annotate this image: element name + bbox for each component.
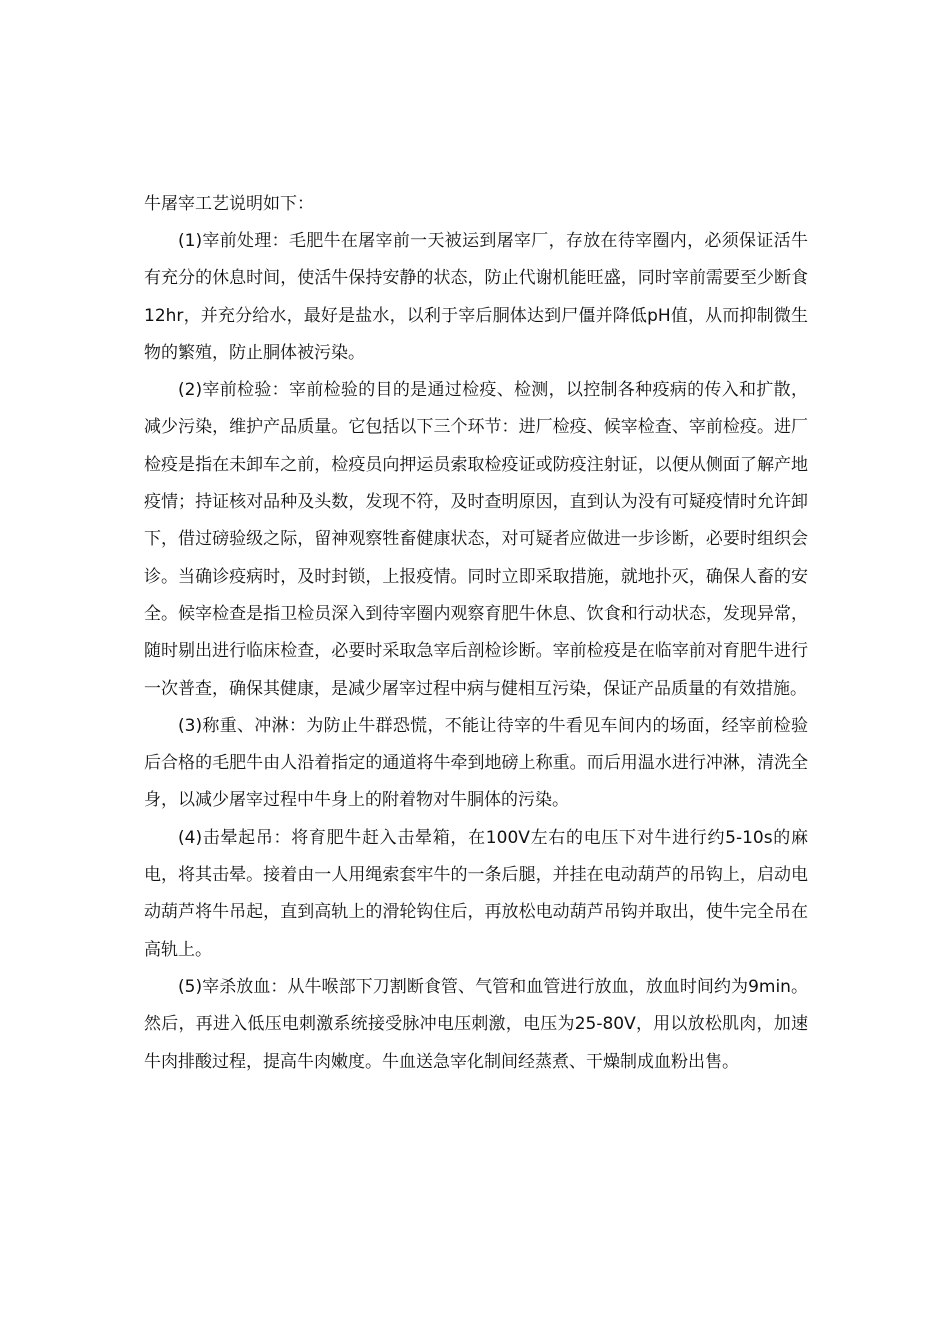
intro-line: 牛屠宰工艺说明如下： <box>144 194 314 214</box>
paragraph-weighing-showering: (3)称重、冲淋：为防止牛群恐慌，不能让待宰的牛看见车间内的场面，经宰前检验后合格的毛肥牛由人沿着指定的通道将牛牵到地磅上称重。而后用温水进行冲淋，清洗全身，以减少屠宰过程中牛身上的附着物对牛胴体的污染。 <box>144 715 808 811</box>
paragraph-pre-slaughter-inspection: (2)宰前检验：宰前检验的目的是通过检疫、检测，以控制各种疫病的传入和扩散，减少污染，维护产品质量。它包括以下三个环节：进厂检疫、候宰检查、宰前检疫。进厂检疫是指在未卸车之前，检疫员向押运员索取检疫证或防疫注射证，以便从侧面了解产地疫情；持证核对品种及头数，发现不符，及时查明原因，直到认为没有可疑疫情时允许卸下，借过磅验级之际，留神观察牲畜健康状态，对可疑者应做进一步诊断，必要时组织会诊。当确诊疫病时，及时封锁，上报疫情。同时立即采取措施，就地扑灭，确保人畜的安全。候宰检查是指卫检员深入到待宰圈内观察育肥牛休息、饮食和行动状态，发现异常，随时剔出进行临床检查，必要时采取急宰后剖检诊断。宰前检疫是在临宰前对育肥牛进行一次普查，确保其健康，是减少屠宰过程中病与健相互污染，保证产品质量的有效措施。 <box>144 380 808 699</box>
document-page <box>144 186 808 1081</box>
paragraph-pre-slaughter-handling: (1)宰前处理：毛肥牛在屠宰前一天被运到屠宰厂，存放在待宰圈内，必须保证活牛有充分的休息时间，使活牛保持安静的状态，防止代谢机能旺盛，同时宰前需要至少断食12hr，并充分给水，最好是盐水，以利于宰后胴体达到尸僵并降低pH值，从而抑制微生物的繁殖，防止胴体被污染。 <box>144 231 808 363</box>
paragraph-stunning-hoisting: (4)击晕起吊：将育肥牛赶入击晕箱，在100V左右的电压下对牛进行约5-10s的麻电，将其击晕。接着由一人用绳索套牢牛的一条后腿，并挂在电动葫芦的吊钩上，启动电动葫芦将牛吊起，直到高轨上的滑轮钩住后，再放松电动葫芦吊钩并取出，使牛完全吊在高轨上。 <box>144 827 808 960</box>
paragraph-slaughter-bleeding: (5)宰杀放血：从牛喉部下刀割断食管、气管和血管进行放血，放血时间约为9min。然后，再进入低压电刺激系统接受脉冲电压刺激，电压为25-80V，用以放松肌肉，加速牛肉排酸过程，提高牛肉嫩度。牛血送急宰化制间经蒸煮、干燥制成血粉出售。 <box>144 976 808 1072</box>
